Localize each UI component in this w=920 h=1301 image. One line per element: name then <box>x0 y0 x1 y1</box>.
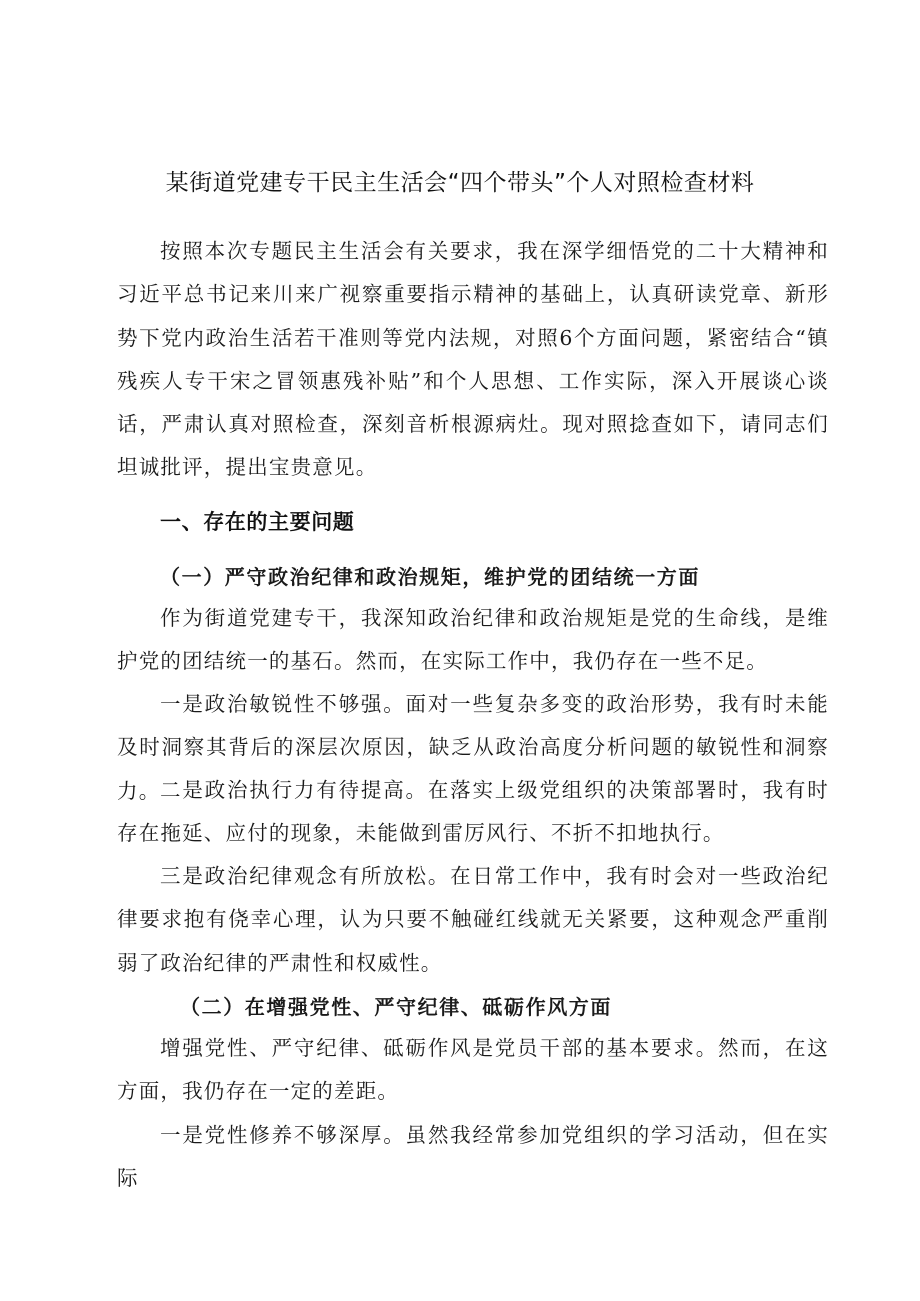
paragraph-party-cultivation: 一是党性修养不够深厚。虽然我经常参加党组织的学习活动，但在实际 <box>117 1123 829 1191</box>
paragraph-political-discipline-intro: 作为街道党建专干，我深知政治纪律和政治规矩是党的生命线，是维护党的团结统一的基石。然而，在实际工作中，我仍存在一些不足。 <box>117 606 829 674</box>
paragraph-political-discipline-awareness: 三是政治纪律观念有所放松。在日常工作中，我有时会对一些政治纪律要求抱有侥幸心理，认为只要不触碰红线就无关紧要，这种观念严重削弱了政治纪律的严肃性和权威性。 <box>117 864 829 975</box>
document-title: 某街道党建专干民主生活会“四个带头”个人对照检查材料 <box>165 170 755 196</box>
subsection-heading-political-discipline: （一）严守政治纪律和政治规矩，维护党的团结统一方面 <box>160 565 700 589</box>
paragraph-political-execution: 二是政治执行力有待提高。在落实上级党组织的决策部署时，我有时存在拖延、应付的现象，未能做到雷厉风行、不折不扣地执行。 <box>117 778 829 846</box>
intro-paragraph: 按照本次专题民主生活会有关要求，我在深学细悟党的二十大精神和习近平总书记来川来广视察重要指示精神的基础上，认真研读党章、新形势下党内政治生活若干准则等党内法规，对照6个方面问题，紧密结合“镇残疾人专干宋之冒领惠残补贴”和个人思想、工作实际，深入开展谈心谈话，严肃认真对照检查，深刻音析根源病灶。现对照捻查如下，请同志们坦诚批评，提出宝贵意见。 <box>117 239 829 480</box>
subsection-heading-party-spirit: （二）在增强党性、严守纪律、砥砺作风方面 <box>180 995 612 1019</box>
section-heading-main-problems: 一、存在的主要问题 <box>160 510 355 534</box>
paragraph-party-spirit-intro: 增强党性、严守纪律、砥砺作风是党员干部的基本要求。然而，在这方面，我仍存在一定的差距。 <box>117 1036 829 1104</box>
paragraph-political-sensitivity: 一是政治敏锐性不够强。面对一些复杂多变的政治形势，我有时未能及时洞察其背后的深层次原因，缺乏从政治高度分析问题的敏锐性和洞察力。 <box>117 692 829 803</box>
